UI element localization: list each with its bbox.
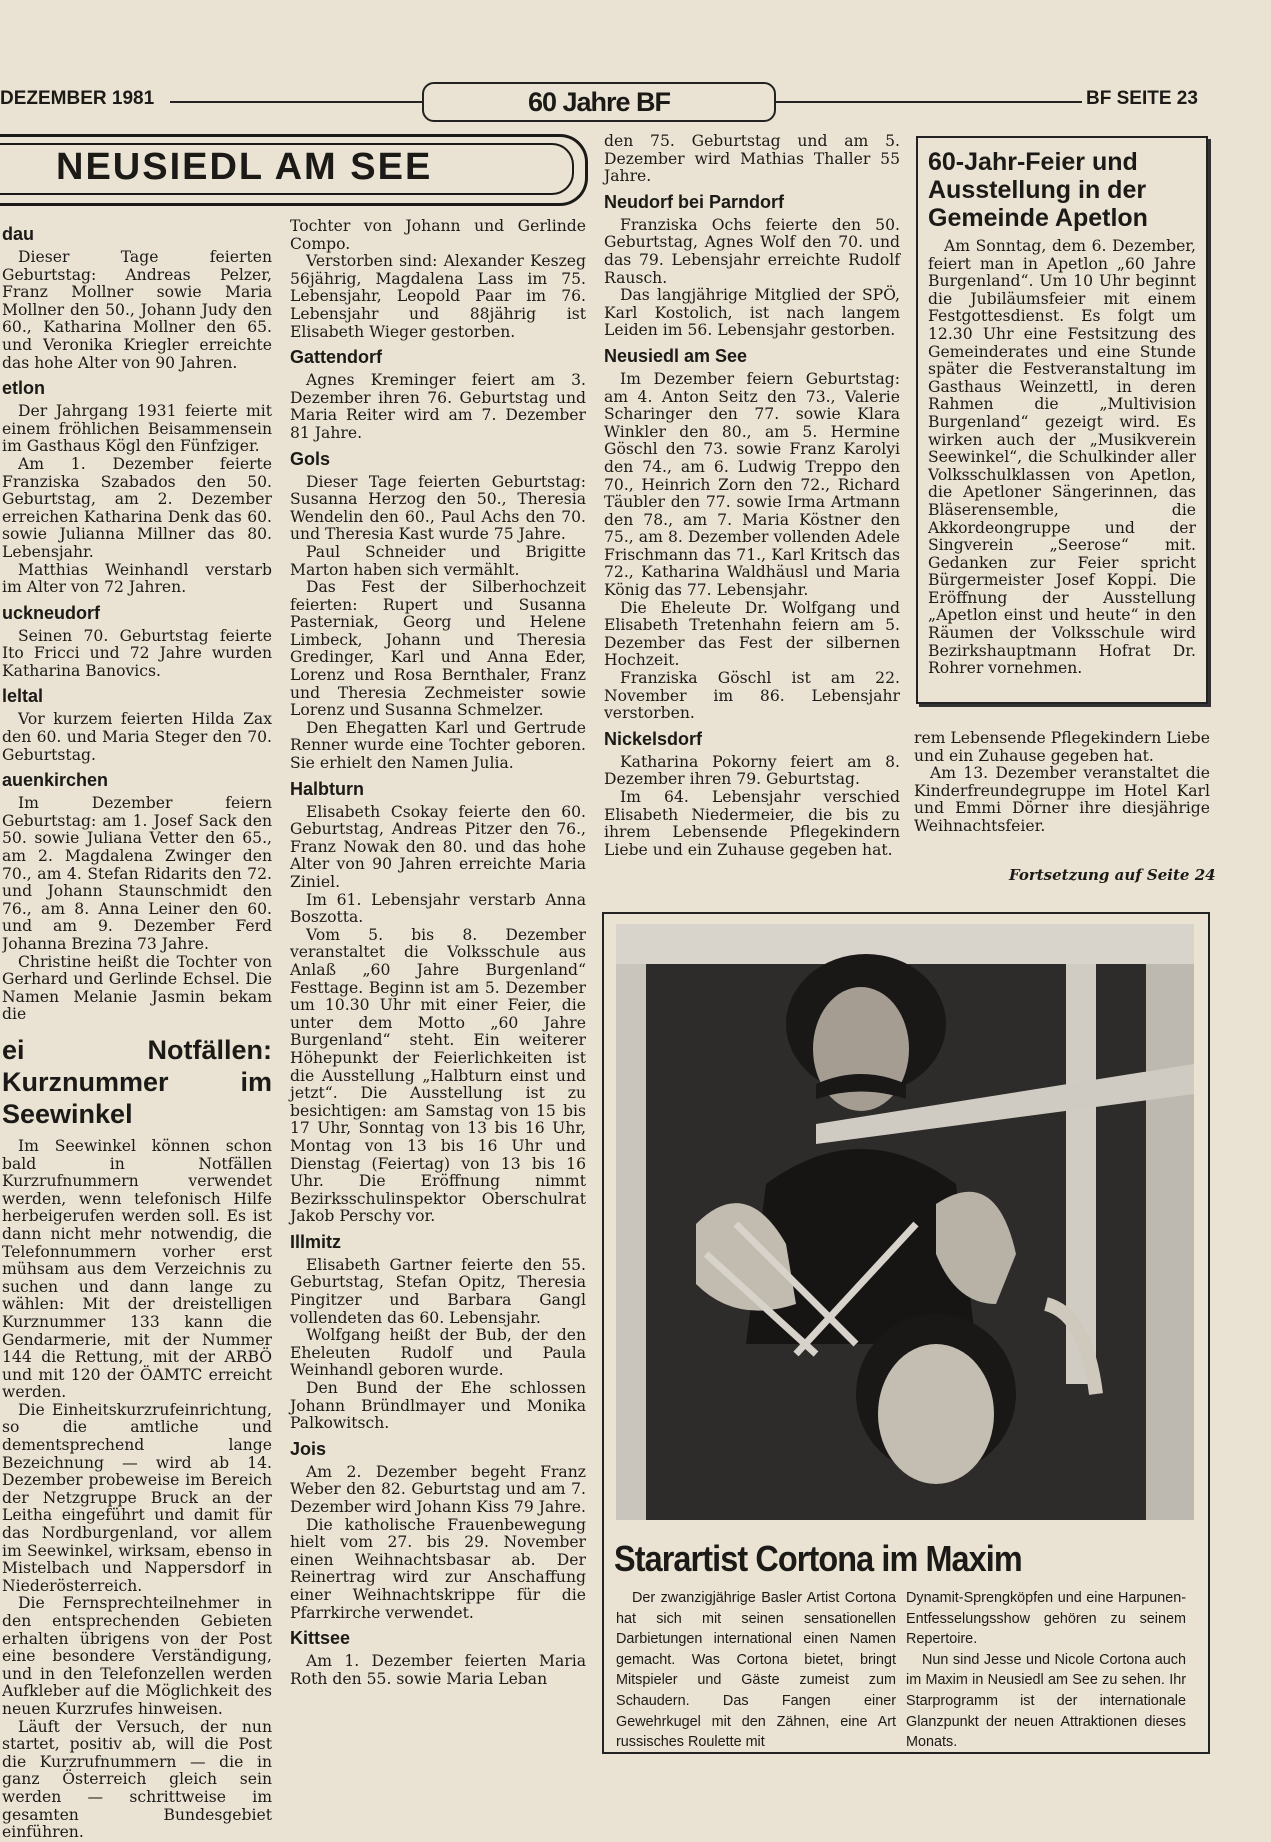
paragraph: Katharina Pokorny feiert am 8. Dezember ihren 79. Geburtstag. xyxy=(604,752,900,789)
paragraph: Franziska Ochs feierte den 50. Geburtstag, Agnes Wolf den 70. und das 79. Lebensjahr erreichte Rudolf Rausch. xyxy=(604,215,900,287)
kinderfreunde-text: Am 13. Dezember veranstaltet die Kinderfreundegruppe im Hotel Karl und Emmi Dörner ihre diesjährige Weihnachtsfeier. xyxy=(914,764,1210,835)
paragraph: Christine heißt die Tochter von Gerhard und Gerlinde Echsel. Die Namen Melanie Jasmin bekam die xyxy=(2,952,272,1024)
paragraph: Am 2. Dezember begeht Franz Weber den 82. Geburtstag und am 7. Dezember wird Johann Kiss 79 Jahre. xyxy=(290,1462,586,1516)
paragraph: Vor kurzem feierten Hilda Zax den 60. und Maria Steger den 70. Geburtstag. xyxy=(2,710,272,764)
page-number: BF SEITE 23 xyxy=(1086,88,1198,109)
paragraph: Wolfgang heißt der Bub, der den Eheleuten Rudolf und Paula Weinhandl geboren wurde. xyxy=(290,1326,586,1380)
place-heading: Kittsee xyxy=(290,1628,351,1649)
article-column-right xyxy=(906,1588,1186,1753)
paragraph: Den Bund der Ehe schlossen Johann Bründlmayer und Monika Palkowitsch. xyxy=(290,1379,586,1433)
place-heading: etlon xyxy=(2,378,45,399)
column-3 xyxy=(604,133,900,859)
paragraph: Seinen 70. Geburtstag feierte Ito Fricci und 72 Jahre wurden Katharina Banovics. xyxy=(2,626,272,680)
place-heading: Nickelsdorf xyxy=(604,728,703,749)
paragraph: Das langjährige Mitglied der SPÖ, Karl Kostolich, ist nach langem Leiden im 56. Lebensjahr gestorben. xyxy=(604,286,900,340)
paragraph: Im Dezember feiern Geburtstag: am 4. Anton Seitz den 73., Valerie Scharinger den 77. sowie Klara Winkler den 80., am 5. Hermine Göschl den 73. sowie Franz Karolyi den 74., am 6. Ludwig Treppo den 70., Heinrich Zorn den 72., Richard Täubler den 77. sowie Irma Artmann den 78., am 7. Maria Köstner den 75., am 8. Dezember vollenden Adele Frischmann das 71., Karl Kritsch das 72., Katharina Waldhäusl und Maria König das 77. Lebensjahr. xyxy=(604,369,900,600)
paragraph: Franziska Göschl ist am 22. November im 86. Lebensjahr verstorben. xyxy=(604,669,900,723)
paragraph: Vom 5. bis 8. Dezember veranstaltet die Volksschule aus Anlaß „60 Jahre Burgenland“ Festtage. Beginn ist am 5. Dezember um 10.30 Uhr mit einer Feier, die unter dem Motto „60 Jahre Burgenland“ steht. Ein weiterer Höhepunkt der Feierlichkeiten ist die Ausstellung „Halbturn einst und jetzt“. Die Ausstellung ist zu besichtigen: am Samstag von 15 bis 17 Uhr, Sonntag von 13 bis 16 Uhr, Montag von 13 bis 16 Uhr und Dienstag (Feiertag) von 13 bis 16 Uhr. Die Eröffnung nimmt Bezirksschulinspektor Oberschulrat Jakob Perschy vor. xyxy=(290,925,586,1226)
continued-text: rem Lebensende Pflegekindern Liebe und ein Zuhause gegeben hat. xyxy=(914,729,1210,765)
paragraph: Läuft der Versuch, der nun startet, positiv ab, will die Post die Kurzrufnummern — die in ganz Österreich gleich sein werden — schrittweise im gesamten Bundesgebiet einführen. xyxy=(2,1717,272,1842)
paragraph: Elisabeth Gartner feierte den 55. Geburtstag, Stefan Opitz, Theresia Pingitzer und Barbara Gangl vollendeten das 60. Lebensjahr. xyxy=(290,1255,586,1327)
header-rule-right xyxy=(774,101,1082,103)
paragraph: Der Jahrgang 1931 feierte mit einem fröhlichen Beisammensein im Gasthaus Kögl den Fünfziger. xyxy=(2,402,272,456)
paragraph: Die Einheitskurzrufeinrichtung, so die amtliche und dementsprechend lange Bezeichnung — wird ab 14. Dezember probeweise im Bereich der Netzgruppe Bruck an der Leitha eingeführt und damit für das Nordburgenland, vor allem im Seewinkel, wirksam, ebenso in Mistelbach und Nappersdorf in Niederösterreich. xyxy=(2,1400,272,1595)
paragraph: Im 64. Lebensjahr verschied Elisabeth Niedermeier, die bis zu ihrem Lebensende Pflegekindern Liebe und ein Zuhause gegeben hat. xyxy=(604,788,900,859)
place-heading: uckneudorf xyxy=(2,602,101,623)
paragraph: Die Fernsprechteilnehmer in den entsprechenden Gebieten erhalten übrigens von der Post eine besondere Verständigung, und in den Telefonzellen werden Aufkleber auf die Möglichkeit des neuen Kurzrufes hinweisen. xyxy=(2,1594,272,1718)
paragraph: den 75. Geburtstag und am 5. Dezember wird Mathias Thaller 55 Jahre. xyxy=(604,132,900,186)
place-heading: Illmitz xyxy=(290,1231,342,1252)
place-heading: Jois xyxy=(290,1438,327,1459)
article-column-left xyxy=(616,1588,896,1753)
place-heading: Neudorf bei Parndorf xyxy=(604,191,785,212)
performer-photo xyxy=(616,924,1194,1520)
article-text-right-2: Nun sind Jesse und Nicole Cortona auch im Maxim in Neusiedl am See zu sehen. Ihr Starprogramm ist der internationale Glanzpunkt der neuen Attraktionen dieses Monats. xyxy=(906,1651,1186,1751)
apetlon-text: Am Sonntag, dem 6. Dezember, feiert man in Apetlon „60 Jahre Burgenland“. Um 10 Uhr beginnt die Jubiläumsfeier mit einem Festgottesdienst. Es folgt um 12.30 Uhr eine Festsitzung des Gemeinderates und eine Stunde später die Festveranstaltung im Gasthaus Weinzettl, in deren Rahmen die „Multivision Burgenland“ gezeigt wird. Es wirken auch der „Musikverein Seewinkel“, die Schulkinder aller Volksschulklassen von Apetlon, die Apetloner Sängerinnen, das Bläserensemble, die Akkordeongruppe und der Singverein „Seerose“ mit. Gedanken zur Feier spricht Bürgermeister Josef Koppi. Die Eröffnung der Ausstellung „Apetlon einst und heute“ in den Räumen der Volksschule wird Bezirkshauptmann Hofrat Dr. Rohrer vornehmen. xyxy=(928,237,1196,678)
paragraph: Im Seewinkel können schon bald in Notfällen Kurzrufnummern verwendet werden, wenn telefonisch Hilfe herbeigerufen werden soll. Es ist dann nicht mehr notwendig, die Telefonnummern vorher erst mühsam aus dem Verzeichnis zu suchen und dann lange zu wählen: Mit der dreistelligen Kurznummer 133 kann die Gendarmerie, mit der Nummer 144 die Rettung, mit der ARBÖ und mit 120 der ÖAMTC erreicht werden. xyxy=(2,1136,272,1402)
header-rule-left xyxy=(170,101,422,103)
paragraph: Paul Schneider und Brigitte Marton haben sich vermählt. xyxy=(290,542,586,579)
paragraph: Verstorben sind: Alexander Keszeg 56jährig, Magdalena Lass im 75. Lebensjahr, Leopold Paar im 76. Lebensjahr und 88jährig ist Elisabeth Wieger gestorben. xyxy=(290,252,586,341)
column-2 xyxy=(290,218,586,1688)
place-heading: Gattendorf xyxy=(290,347,382,368)
article-text-right-1: Dynamit-Sprengköpfen und eine Harpunen-Entfesselungsshow gehören zu seinem Repertoire. xyxy=(906,1590,1186,1648)
paragraph: Im Dezember feiern Geburtstag: am 1. Josef Sack den 50. sowie Juliana Vetter den 65., am 2. Magdalena Zwinger den 70., am 4. Stefan Ridarits den 72. und Johann Staunschmidt den 76., am 8. Anna Leiner den 60. und am 9. Dezember Ferd Johanna Brezina 73 Jahre. xyxy=(2,794,272,953)
section-title: 60 Jahre BF xyxy=(422,82,776,122)
article-heading: ei Notfällen: Kurznummer im Seewinkel xyxy=(2,1034,272,1129)
place-heading: Neusiedl am See xyxy=(604,345,748,366)
place-heading: leltal xyxy=(2,686,44,707)
apetlon-box xyxy=(916,136,1208,704)
paragraph: Die Eheleute Dr. Wolfgang und Elisabeth Tretenhahn feiern am 5. Dezember das Fest der silbernen Hochzeit. xyxy=(604,598,900,670)
paragraph: Das Fest der Silberhochzeit feierten: Rupert und Susanna Pasterniak, Georg und Helene Limbeck, Johann und Theresia Gredinger, Karl und Anna Eder, Lorenz und Rosa Bernthaler, Franz und Theresia Zechmeister sowie Lorenz und Susanna Schmelzer. xyxy=(290,578,586,720)
paragraph: Agnes Kreminger feiert am 3. Dezember ihren 76. Geburtstag und Maria Reiter wird am 7. Dezember 81 Jahre. xyxy=(290,371,586,442)
article-text-left: Der zwanzigjährige Basler Artist Cortona hat sich mit seinen sensationellen Darbietungen international einen Namen gemacht. Was Cortona bietet, bringt Mitspieler und Gäste zumeist zum Schaudern. Das Fangen einer Gewehrkugel mit den Zähnen, eine Art russisches Roulette mit xyxy=(616,1590,896,1751)
paragraph: Den Ehegatten Karl und Gertrude Renner wurde eine Tochter geboren. Sie erhielt den Namen Julia. xyxy=(290,718,586,773)
continuation-note: Fortsetzung auf Seite 24 xyxy=(1009,866,1216,884)
column-4-lower xyxy=(914,730,1210,836)
apetlon-title: 60-Jahr-Feier und Ausstellung in der Gemeinde Apetlon xyxy=(928,148,1148,232)
issue-date: DEZEMBER 1981 xyxy=(0,88,155,109)
paragraph: Am 1. Dezember feierte Franziska Szabados den 50. Geburtstag, am 2. Dezember erreichen Katharina Denk das 60. sowie Julianna Millner das 80. Lebensjahr. xyxy=(2,454,272,561)
paragraph: Dieser Tage feierten Geburtstag: Andreas Pelzer, Franz Mollner sowie Maria Mollner den 50., Johann Judy den 60., Katharina Mollner den 65. und Veronika Kriegler erreichte das hohe Alter von 90 Jahren. xyxy=(2,248,272,372)
paragraph: Im 61. Lebensjahr verstarb Anna Boszotta. xyxy=(290,890,586,927)
place-heading: auenkirchen xyxy=(2,770,109,791)
place-heading: Halbturn xyxy=(290,778,364,799)
paragraph: Elisabeth Csokay feierte den 60. Geburtstag, Andreas Pitzer den 76., Franz Nowak den 80. und das hohe Alter von 90 Jahren erreichte Maria Ziniel. xyxy=(290,802,586,891)
place-heading: dau xyxy=(2,224,35,244)
column-1 xyxy=(2,218,272,1842)
paragraph: Tochter von Johann und Gerlinde Compo. xyxy=(290,217,586,253)
paragraph: Matthias Weinhandl verstarb im Alter von 72 Jahren. xyxy=(2,560,272,597)
paragraph: Dieser Tage feierten Geburtstag: Susanna Herzog den 50., Theresia Wendelin den 60., Paul Achs den 70. und Theresia Kast wurde 75 Jahre. xyxy=(290,472,586,544)
paragraph: Am 1. Dezember feierten Maria Roth den 55. sowie Maria Leban xyxy=(290,1652,586,1688)
region-title: NEUSIEDL AM SEE xyxy=(56,146,433,188)
place-heading: Gols xyxy=(290,448,331,469)
paragraph: Die katholische Frauenbewegung hielt vom 27. bis 29. November einen Weihnachtsbasar ab. Der Reinertrag wird zur Anschaffung einer Weihnachtskrippe für die Pfarrkirche verwendet. xyxy=(290,1515,586,1622)
article-headline: Starartist Cortona im Maxim xyxy=(614,1538,1022,1579)
